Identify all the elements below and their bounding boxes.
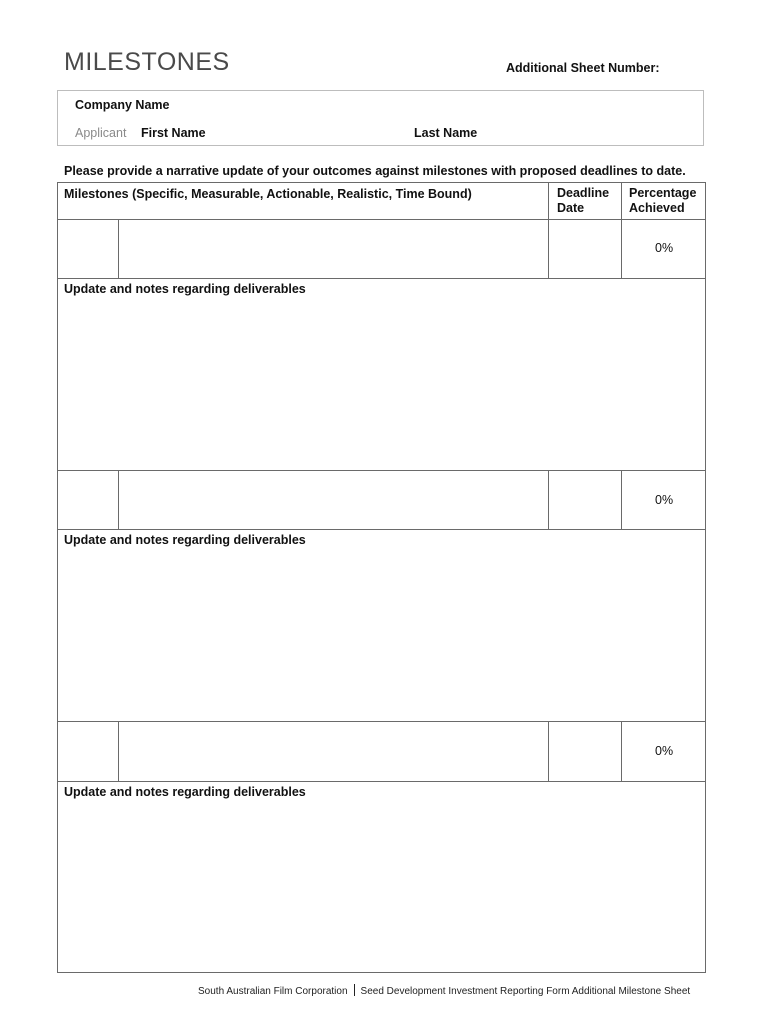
percentage-column-header-line2: Achieved bbox=[629, 201, 685, 215]
percentage-column-header-line1: Percentage bbox=[629, 186, 697, 200]
table-rule bbox=[57, 182, 706, 183]
row-divider bbox=[621, 721, 622, 781]
milestone-number-cell[interactable] bbox=[58, 220, 118, 278]
update-notes-field[interactable] bbox=[58, 803, 705, 972]
update-notes-field[interactable] bbox=[58, 551, 705, 721]
row-divider bbox=[621, 219, 622, 278]
row-divider bbox=[621, 470, 622, 529]
table-rule bbox=[57, 278, 706, 279]
update-notes-label: Update and notes regarding deliverables bbox=[64, 282, 306, 296]
deadline-column-header-line2: Date bbox=[557, 201, 585, 215]
deadline-column-header-line1: Deadline bbox=[557, 186, 610, 200]
deadline-date-cell[interactable] bbox=[549, 471, 621, 529]
footer-organisation: South Australian Film Corporation bbox=[198, 986, 348, 997]
milestone-description-cell[interactable] bbox=[119, 471, 548, 529]
footer-form-name: Seed Development Investment Reporting Form Additional Milestone Sheet bbox=[360, 986, 691, 997]
milestone-number-cell[interactable] bbox=[58, 471, 118, 529]
milestones-table bbox=[57, 182, 706, 973]
percentage-achieved-value[interactable]: 0% bbox=[655, 744, 674, 758]
table-border-right bbox=[705, 182, 706, 973]
percentage-achieved-value[interactable]: 0% bbox=[655, 493, 674, 507]
instructions-text: Please provide a narrative update of your outcomes against milestones with proposed deadlines to date. bbox=[64, 164, 686, 178]
percentage-achieved-value[interactable]: 0% bbox=[655, 241, 674, 255]
milestones-column-header: Milestones (Specific, Measurable, Actionable, Realistic, Time Bound) bbox=[64, 187, 472, 201]
first-name-label: First Name bbox=[141, 126, 206, 140]
company-name-label: Company Name bbox=[75, 98, 170, 112]
last-name-label: Last Name bbox=[414, 126, 478, 140]
footer-separator bbox=[354, 984, 355, 996]
page-footer bbox=[198, 984, 690, 997]
header-divider bbox=[548, 182, 549, 219]
page-title: MILESTONES bbox=[64, 48, 230, 76]
applicant-label: Applicant bbox=[75, 126, 127, 140]
additional-sheet-number-label: Additional Sheet Number: bbox=[506, 61, 660, 75]
milestone-description-cell[interactable] bbox=[119, 220, 548, 278]
milestone-description-cell[interactable] bbox=[119, 722, 548, 781]
update-notes-label: Update and notes regarding deliverables bbox=[64, 533, 306, 547]
update-notes-label: Update and notes regarding deliverables bbox=[64, 785, 306, 799]
header-divider bbox=[621, 182, 622, 219]
deadline-date-cell[interactable] bbox=[549, 220, 621, 278]
table-rule bbox=[57, 972, 706, 973]
update-notes-field[interactable] bbox=[58, 300, 705, 470]
table-rule bbox=[57, 781, 706, 782]
milestone-number-cell[interactable] bbox=[58, 722, 118, 781]
table-rule bbox=[57, 529, 706, 530]
deadline-date-cell[interactable] bbox=[549, 722, 621, 781]
